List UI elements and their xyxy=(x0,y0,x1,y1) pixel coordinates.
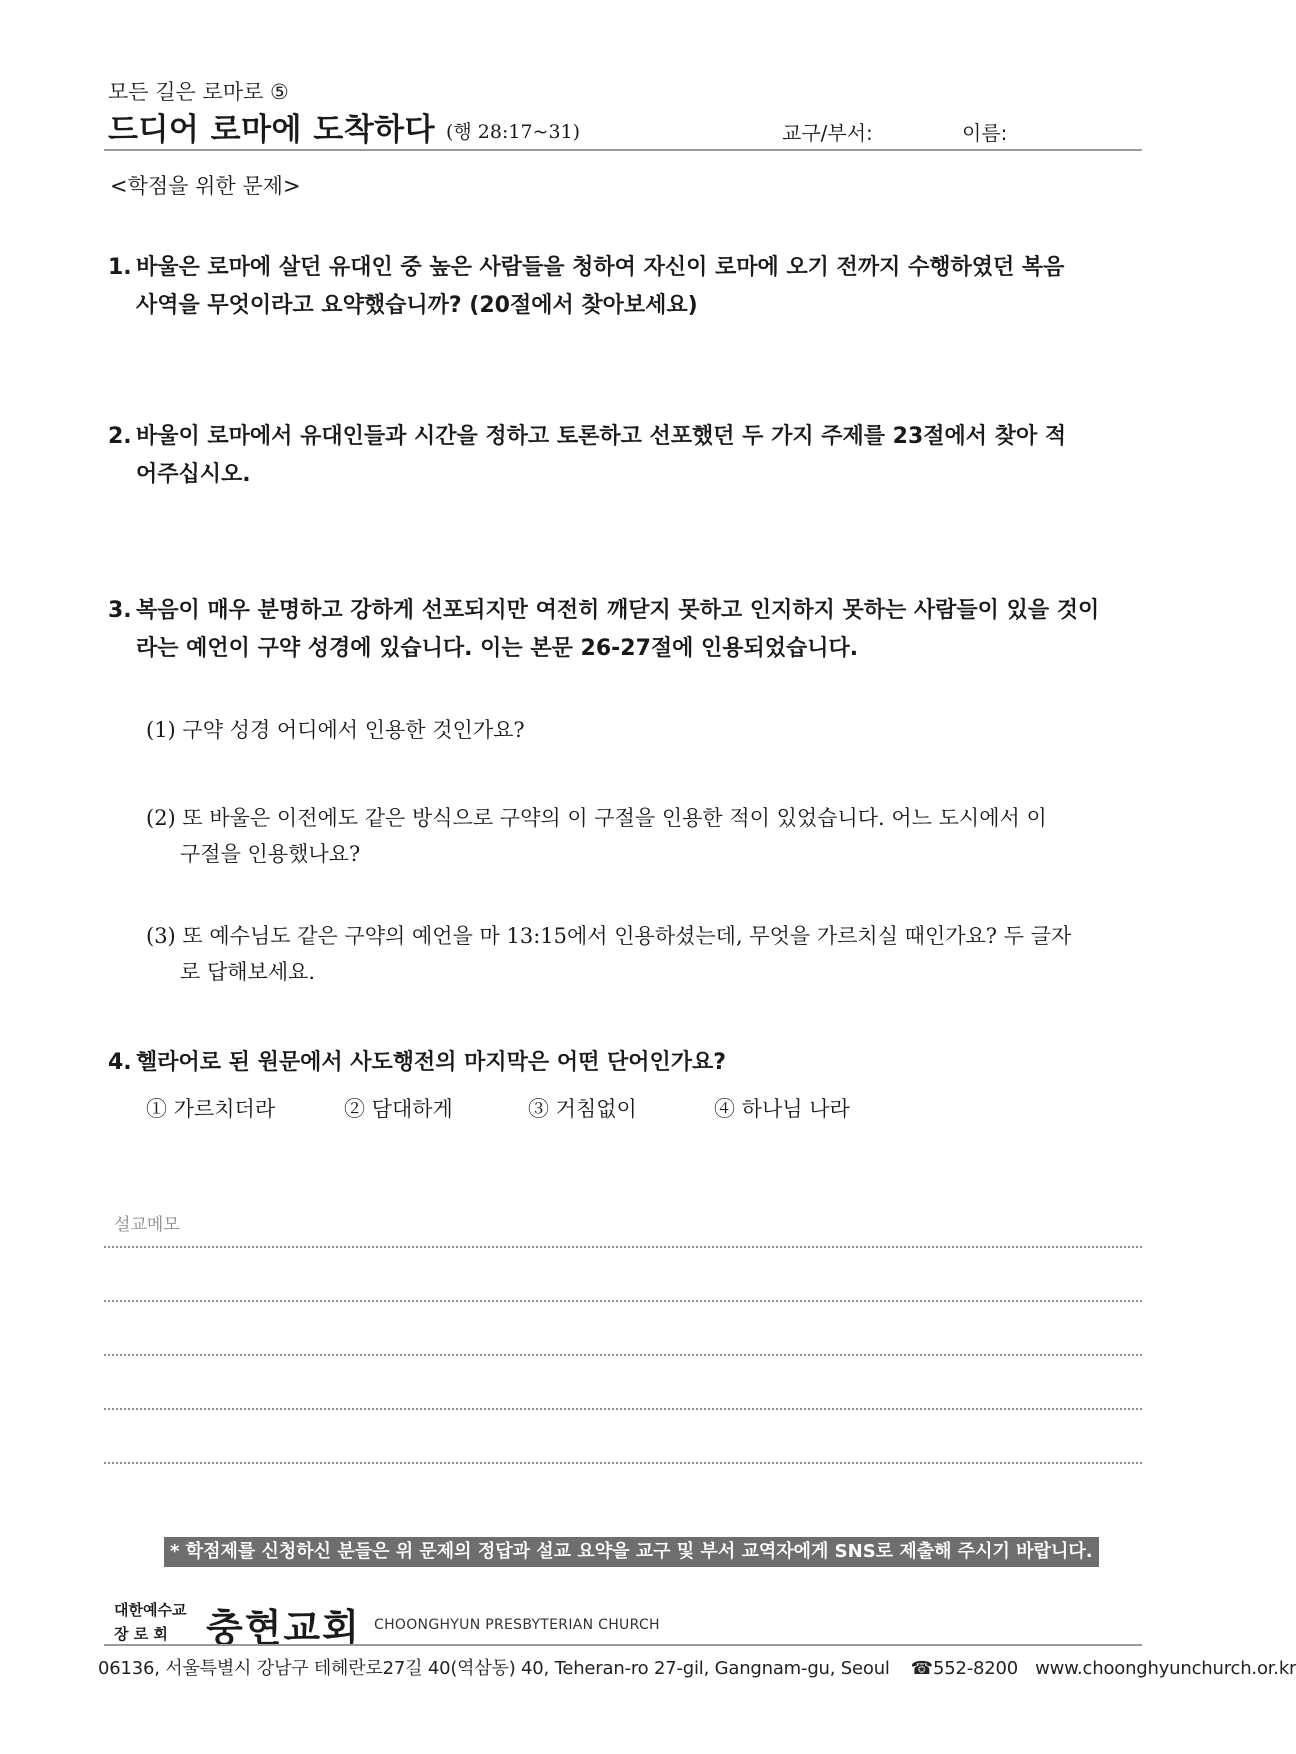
church-logo: 충현교회 xyxy=(206,1605,361,1650)
subquestion-text: (2) 또 바울은 이전에도 같은 방식으로 구약의 이 구절을 인용한 적이 있었습니다. 어느 도시에서 이 xyxy=(146,806,1047,830)
address: 06136, 서울특별시 강남구 테헤란로27길 40(역삼동) 40, Teheran-ro 27-gil, Gangnam-gu, Seoul xyxy=(98,1658,890,1679)
subquestion-3 xyxy=(146,918,1146,990)
question-text: 바울이 로마에서 유대인들과 시간을 정하고 토론하고 선포했던 두 가지 주제를 23절에서 찾아 적 xyxy=(136,424,1067,449)
question-number: 3. xyxy=(108,598,132,623)
website-link[interactable]: www.choonghyunchurch.or.kr xyxy=(1035,1658,1296,1679)
subquestion-1 xyxy=(146,712,1146,748)
phone: ☎552-8200 xyxy=(910,1658,1019,1679)
question-2 xyxy=(108,418,1148,494)
submission-notice: * 학점제를 신청하신 분들은 위 문제의 정답과 설교 요약을 교구 및 부서 교역자에게 SNS로 제출해 주시기 바랍니다. xyxy=(164,1537,1099,1567)
memo-line xyxy=(104,1246,1142,1248)
question-text: 어주십시오. xyxy=(136,462,251,487)
memo-label: 설교메모 xyxy=(114,1215,180,1235)
footer-divider xyxy=(104,1644,1142,1646)
series-title: 모든 길은 로마로 ⑤ xyxy=(108,80,289,104)
question-number: 1. xyxy=(108,255,132,280)
question-text: 라는 예언이 구약 성경에 있습니다. 이는 본문 26-27절에 인용되었습니다. xyxy=(136,636,859,661)
question-text: 복음이 매우 분명하고 강하게 선포되지만 여전히 깨닫지 못하고 인지하지 못하는 사람들이 있을 것이 xyxy=(136,598,1100,623)
subquestion-text: 구절을 인용했나요? xyxy=(180,842,361,866)
subquestion-text: (1) 구약 성경 어디에서 인용한 것인가요? xyxy=(146,718,525,742)
footer-contact xyxy=(98,1654,1296,1680)
option-2: ② 담대하게 xyxy=(344,1097,453,1121)
name-label: 이름: xyxy=(962,121,1008,145)
question-number: 2. xyxy=(108,424,132,449)
question-1 xyxy=(108,249,1148,325)
question-text: 사역을 무엇이라고 요약했습니까? (20절에서 찾아보세요) xyxy=(136,293,698,318)
subquestion-2 xyxy=(146,800,1146,872)
denomination-line: 대한예수교 xyxy=(114,1601,187,1619)
memo-line xyxy=(104,1354,1142,1356)
memo-line xyxy=(104,1408,1142,1410)
option-1: ① 가르치더라 xyxy=(146,1097,276,1121)
question-4 xyxy=(108,1044,1148,1082)
memo-line xyxy=(104,1300,1142,1302)
question-number: 4. xyxy=(108,1050,132,1075)
memo-line xyxy=(104,1462,1142,1464)
denomination-line: 장 로 회 xyxy=(114,1625,168,1643)
department-label: 교구/부서: xyxy=(782,121,873,145)
header-divider xyxy=(104,149,1142,151)
question-text: 바울은 로마에 살던 유대인 중 높은 사람들을 청하여 자신이 로마에 오기 전까지 수행하였던 복음 xyxy=(136,255,1065,280)
section-title: <학점을 위한 문제> xyxy=(110,174,301,198)
church-name-english: CHOONGHYUN PRESBYTERIAN CHURCH xyxy=(374,1617,660,1633)
scripture-reference: (행 28:17~31) xyxy=(446,121,581,143)
question-text: 헬라어로 된 원문에서 사도행전의 마지막은 어떤 단어인가요? xyxy=(136,1050,727,1075)
question-3 xyxy=(108,592,1148,668)
option-4: ④ 하나님 나라 xyxy=(714,1097,850,1121)
subquestion-text: 로 답해보세요. xyxy=(180,960,316,984)
option-3: ③ 거침없이 xyxy=(528,1097,637,1121)
subquestion-text: (3) 또 예수님도 같은 구약의 예언을 마 13:15에서 인용하셨는데, 무엇을 가르치실 때인가요? 두 글자 xyxy=(146,924,1072,948)
page-title: 드디어 로마에 도착하다 xyxy=(108,112,436,148)
denomination-logo xyxy=(114,1598,186,1646)
